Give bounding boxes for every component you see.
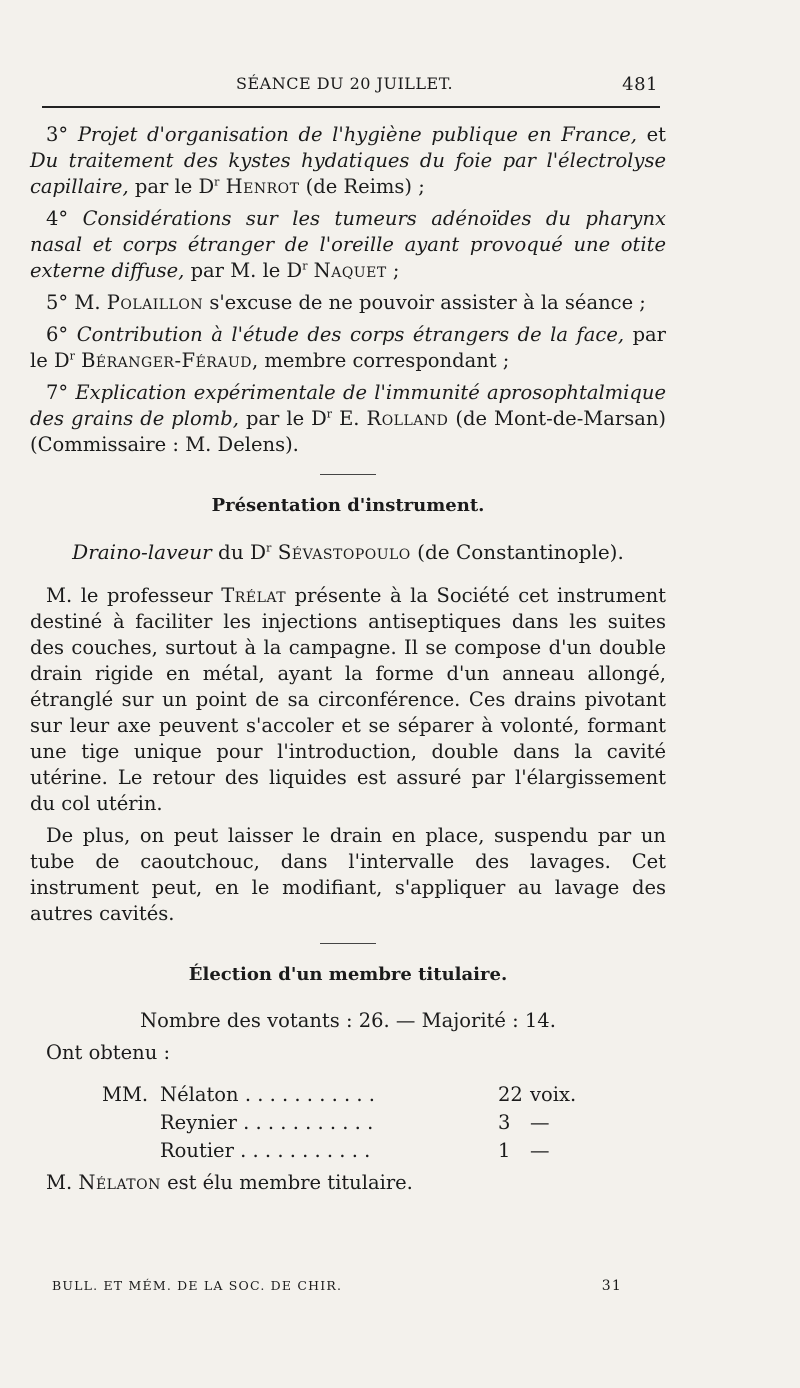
section-divider (320, 474, 376, 475)
item-4: 4° Considérations sur les tumeurs adénoïdes du pharynx nasal et corps étranger de l'oreille ayant provoqué une otite externe diffuse, par M. le $D^r$ Naquet ; (30, 207, 666, 282)
item-3: 3° Projet d'organisation de l'hygiène publique en France, et Du traitement des kystes hydatiques du foie par l'électrolyse capillaire, par le $D^r$ Henrot (de Reims) ; (30, 123, 666, 198)
item-7: 7° Explication expérimentale de l'immunité aprosophtalmique des grains de plomb, par le $D^r$ E. Rolland (de Mont-de-Marsan) (Commissaire : M. Delens). (30, 381, 667, 456)
running-title: SÉANCE DU 20 JUILLET. (236, 74, 454, 93)
instrument-subtitle: Draino-laveur du $D^r$ Sévastopoulo (de Constantinople). (72, 540, 624, 564)
vote-row: Routier . . . . . . . . . . . 1 — (160, 1139, 550, 1162)
author-name: Naquet (313, 259, 387, 282)
page-number: 481 (622, 74, 658, 95)
instrument-paragraph-2: De plus, on peut laisser le drain en place, suspendu par un tube de caoutchouc, dans l'intervalle des lavages. Cet instrument peut, en le modifiant, s'appliquer au lavage des autres cavités. (30, 824, 666, 925)
author-name: Polaillon (106, 291, 204, 314)
author-name: Rolland (366, 407, 449, 430)
author-name: Henrot (225, 175, 300, 198)
journal-title: BULL. ET MÉM. DE LA SOC. DE CHIR. (52, 1278, 343, 1293)
vote-row: Reynier . . . . . . . . . . . 3 — (160, 1111, 550, 1134)
author-name: Nélaton (78, 1171, 161, 1194)
election-results (30, 1008, 666, 1196)
footer (52, 1278, 662, 1293)
vote-totals: Nombre des votants : 26. — Majorité : 14. (140, 1009, 556, 1032)
author-name: Trélat (221, 584, 287, 607)
obtained-label: Ont obtenu : (46, 1041, 171, 1064)
signature-mark: 31 (601, 1278, 622, 1294)
item-5: 5° M. Polaillon s'excuse de ne pouvoir assister à la séance ; (46, 291, 646, 314)
body-text (30, 122, 666, 1202)
vote-row: MM. Nélaton . . . . . . . . . . . 22 voix. (102, 1083, 577, 1106)
section-title-instrument: Présentation d'instrument. (211, 495, 485, 516)
instrument-paragraph-1: M. le professeur Trélat présente à la Société cet instrument destiné à faciliter les injections antiseptiques dans les suites des couches, surtout à la campagne. Il se compose d'un double drain rigide en métal, ayant la forme d'un anneau allongé, étranglé sur un point de sa circonférence. Ces drains pivotant sur leur axe peuvent s'accoler et se séparer à volonté, formant une tige unique pour l'introduction, double dans la cavité utérine. Le retour des liquides est assuré par l'élargissement du col utérin. (30, 584, 666, 815)
item-6: 6° Contribution à l'étude des corps étrangers de la face, par le $D^r$ Béranger-Féraud, membre correspondant ; (30, 323, 667, 372)
election-outcome: M. Nélaton est élu membre titulaire. (46, 1171, 413, 1194)
header-rule (42, 106, 660, 108)
section-title-election: Élection d'un membre titulaire. (188, 964, 508, 985)
section-divider (320, 943, 376, 944)
author-name: Béranger-Féraud (81, 349, 252, 372)
